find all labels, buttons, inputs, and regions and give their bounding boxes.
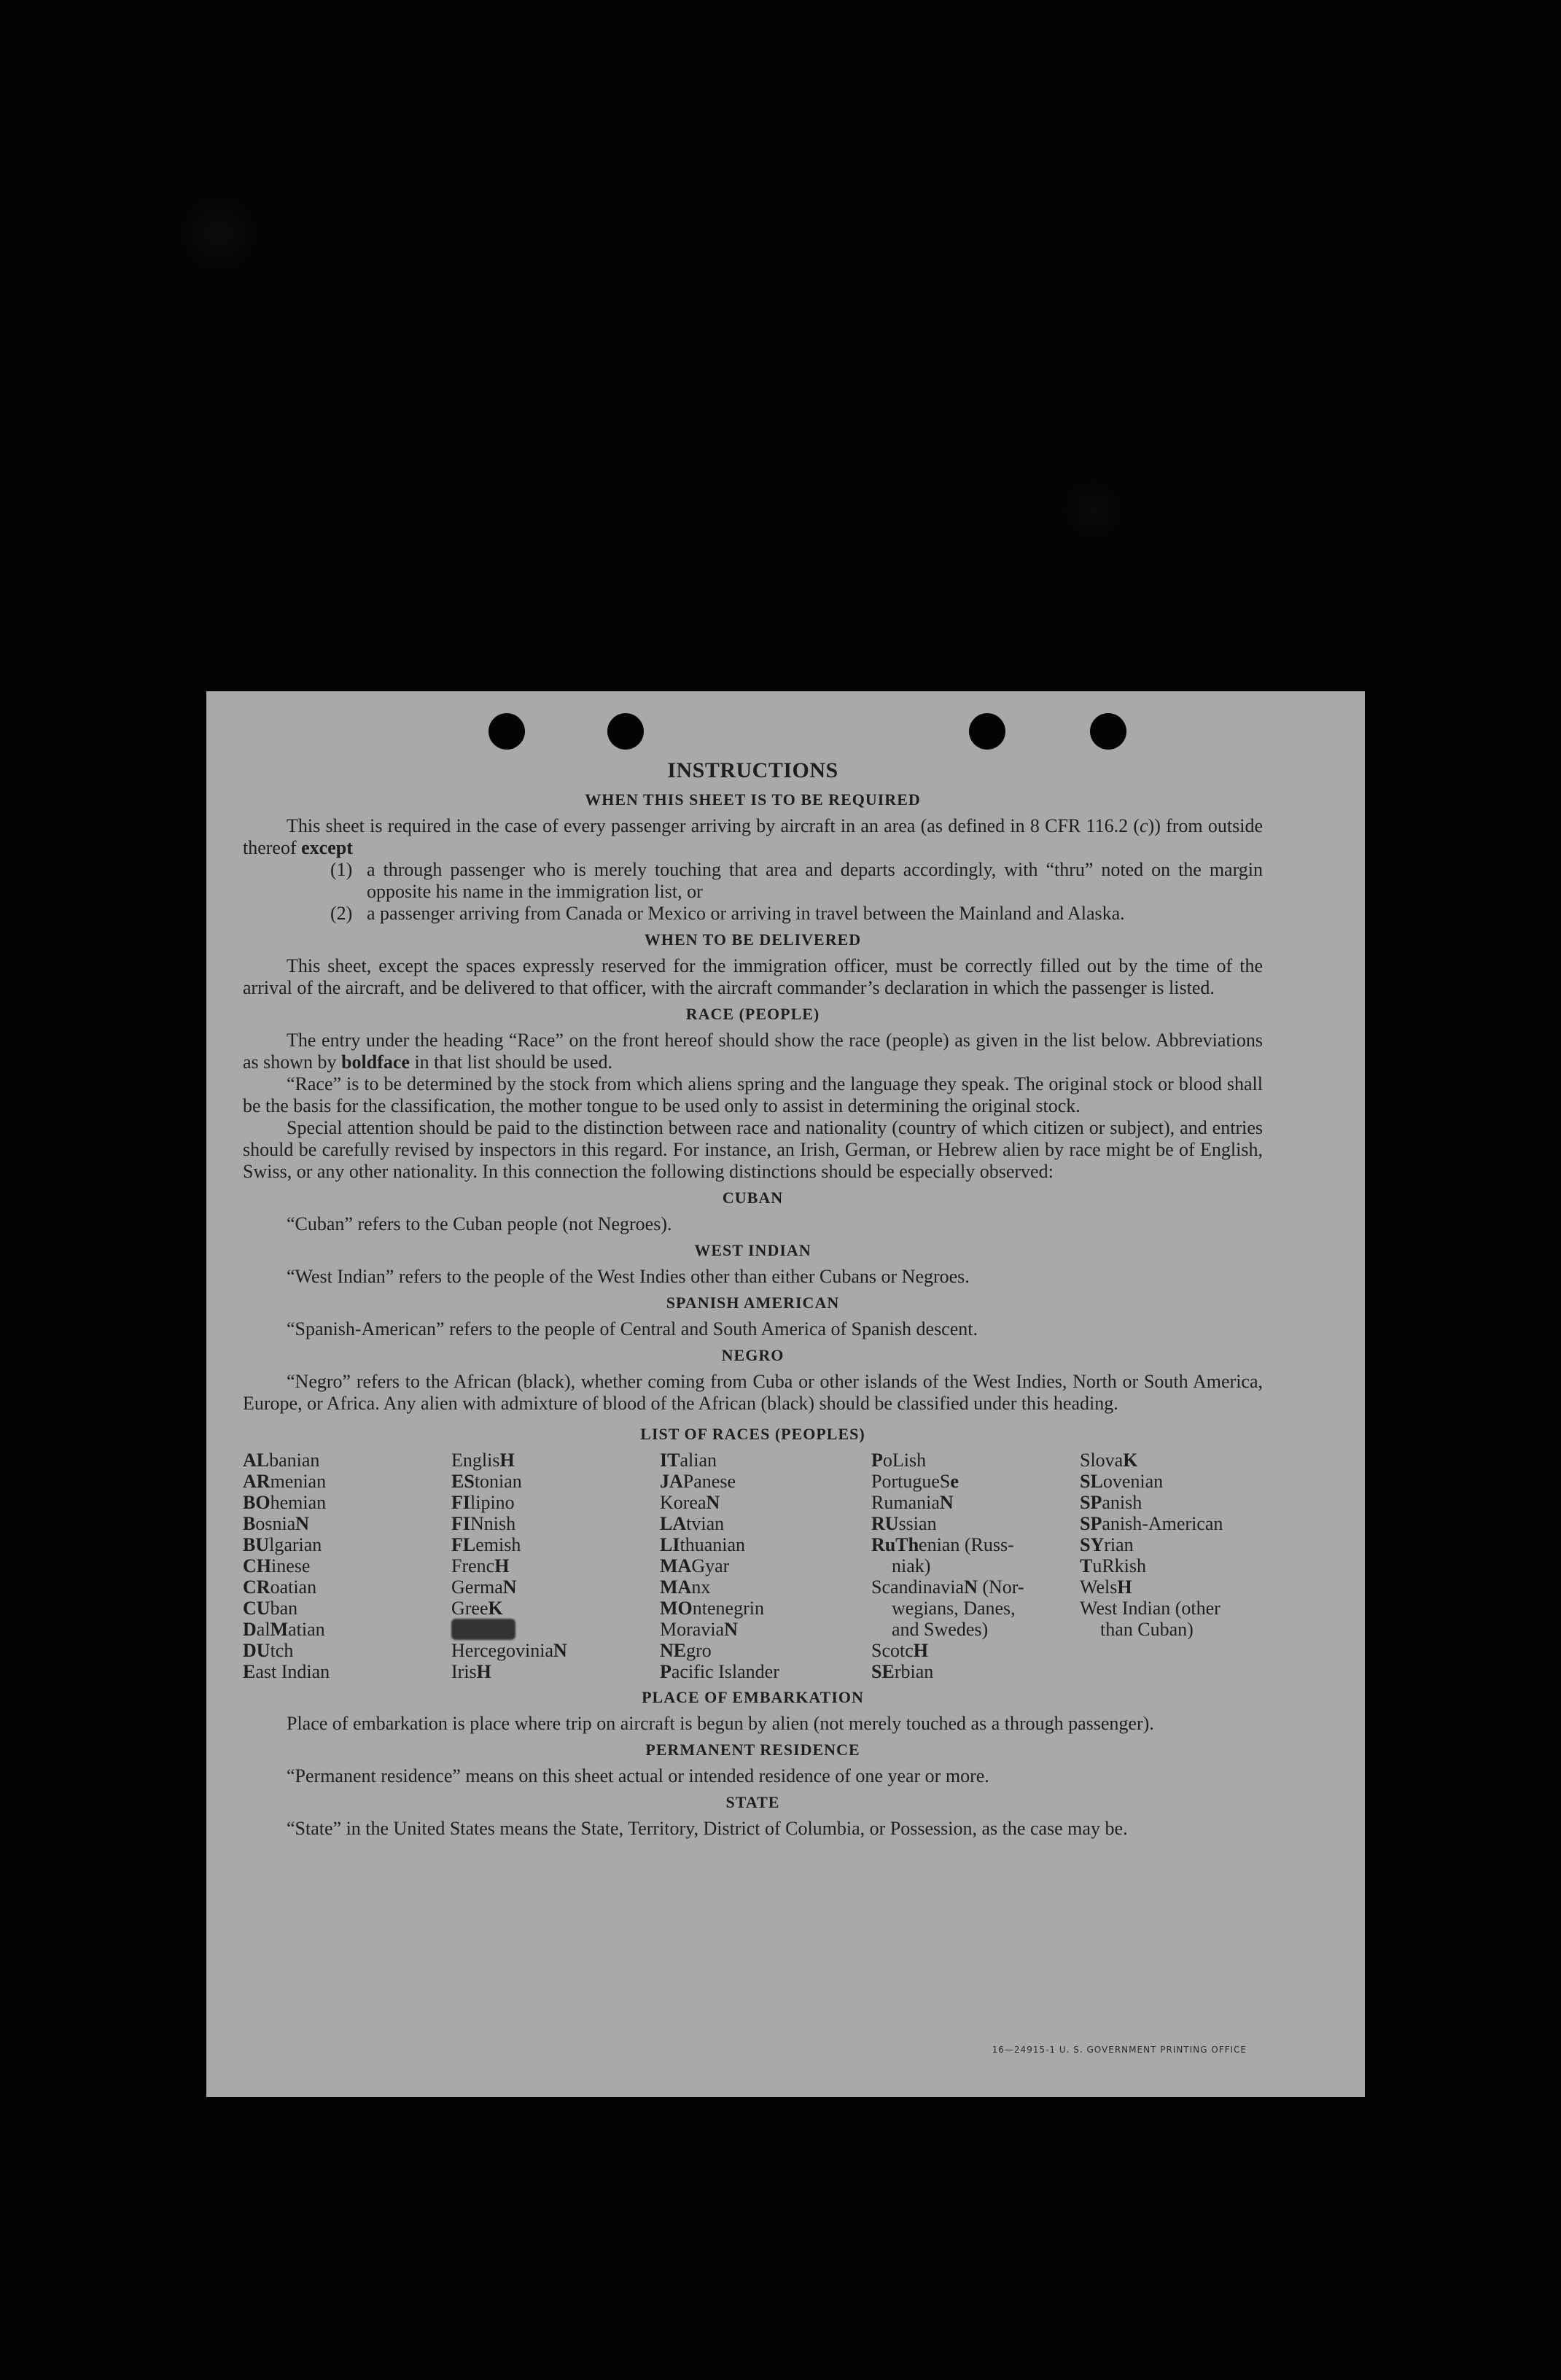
race-entry: DUtch <box>243 1640 294 1661</box>
race-entry: LAtvian <box>660 1513 725 1534</box>
race-entry: FIlipino <box>451 1492 515 1513</box>
race-entry: TuRkish <box>1080 1555 1147 1576</box>
race-entry: NEgro <box>660 1640 712 1661</box>
race-entry: SYrian <box>1080 1534 1134 1555</box>
race-entry: MOntenegrin <box>660 1598 764 1619</box>
race-entry: East Indian <box>243 1661 330 1682</box>
race-entry: FLemish <box>451 1534 521 1555</box>
race-entry: and Swedes) <box>892 1619 989 1640</box>
race-entry: MAnx <box>660 1576 711 1598</box>
race-entry: SPanish <box>1080 1492 1142 1513</box>
race-entry: ScotcH <box>871 1640 928 1661</box>
race-entry: CHinese <box>243 1555 311 1576</box>
races-list <box>243 1450 1263 1682</box>
race-entry: PoLish <box>871 1450 927 1471</box>
race-entry: than Cuban) <box>1100 1619 1194 1640</box>
race-entry: MAGyar <box>660 1555 730 1576</box>
race-paragraph: “Race” is to be determined by the stock from which aliens spring and the language they speak. The original stock or blood shall be the basis for the classification, the mother tongue to be used only to assist in determining the original stock. <box>243 1073 1263 1116</box>
race-entry: DalMatian <box>243 1619 325 1640</box>
when-required-text: This sheet is required in the case of every passenger arriving by aircraft in an area (as defined in 8 CFR 116.2 (c)) from outside thereof except <box>243 815 1263 858</box>
race-entry: HercegoviniaN <box>451 1640 567 1661</box>
race-entry: FINnish <box>451 1513 516 1534</box>
race-entry: RuThenian (Russ- <box>871 1534 1014 1555</box>
race-entry: BOhemian <box>243 1492 327 1513</box>
exception-item: (1) a through passenger who is merely touching that area and departs accordingly, with “thru” noted on the margin opposite his name in the immigration list, or <box>330 859 1263 902</box>
section-heading: LIST OF RACES (PEOPLES) <box>640 1425 865 1443</box>
races-column <box>243 1450 451 1682</box>
page-title: INSTRUCTIONS <box>667 758 838 782</box>
section-heading: WHEN TO BE DELIVERED <box>644 930 862 949</box>
negro-text: “Negro” refers to the African (black), whether coming from Cuba or other islands of the West Indies, North or South America, Europe, or Africa. Any alien with admixture of blood of the African (black) should be classified under this heading. <box>243 1371 1263 1414</box>
race-entry: ITalian <box>660 1450 717 1471</box>
punch-hole <box>969 713 1005 750</box>
spanish-american-text: “Spanish-American” refers to the people of Central and South America of Spanish descent. <box>287 1318 978 1339</box>
race-entry: WelsH <box>1080 1576 1132 1598</box>
scan-background <box>0 0 1561 693</box>
section-heading: WHEN THIS SHEET IS TO BE REQUIRED <box>585 790 921 809</box>
instruction-sheet <box>206 691 1365 2097</box>
race-entry <box>451 1619 660 1640</box>
race-entry: West Indian (other <box>1080 1598 1221 1619</box>
exception-item: (2) a passenger arriving from Canada or Mexico or arriving in travel between the Mainland and Alaska. <box>330 903 1125 924</box>
when-delivered-text: This sheet, except the spaces expressly reserved for the immigration officer, must be correctly filled out by the time of the arrival of the aircraft, and be delivered to that officer, with the aircraft commander’s declaration in which the passenger is listed. <box>243 955 1263 998</box>
race-entry: BUlgarian <box>243 1534 322 1555</box>
punch-hole <box>607 713 644 750</box>
section-heading: PERMANENT RESIDENCE <box>645 1741 860 1759</box>
race-entry: RumaniaN <box>871 1492 954 1513</box>
races-column <box>1080 1450 1269 1682</box>
state-text: “State” in the United States means the State, Territory, District of Columbia, or Possession, as the case may be. <box>287 1818 1128 1839</box>
section-heading: STATE <box>725 1793 780 1811</box>
section-heading: RACE (PEOPLE) <box>685 1005 820 1023</box>
printing-office-footer: 16—24915-1 U. S. GOVERNMENT PRINTING OFFICE <box>992 2045 1247 2055</box>
section-heading: SPANISH AMERICAN <box>666 1294 840 1312</box>
race-entry: wegians, Danes, <box>892 1598 1016 1619</box>
embarkation-text: Place of embarkation is place where trip on aircraft is begun by alien (not merely touched as a through passenger). <box>287 1713 1154 1734</box>
race-entry: CUban <box>243 1598 298 1619</box>
race-entry: SPanish-American <box>1080 1513 1223 1534</box>
section-heading: WEST INDIAN <box>694 1241 811 1259</box>
race-entry: ScandinaviaN (Nor- <box>871 1576 1024 1598</box>
race-entry: BosniaN <box>243 1513 310 1534</box>
races-column <box>660 1450 871 1682</box>
race-entry: CRoatian <box>243 1576 317 1598</box>
race-entry: RUssian <box>871 1513 937 1534</box>
race-entry: KoreaN <box>660 1492 720 1513</box>
section-heading: NEGRO <box>721 1346 785 1364</box>
race-entry: MoraviaN <box>660 1619 738 1640</box>
section-heading: PLACE OF EMBARKATION <box>642 1688 864 1706</box>
cuban-text: “Cuban” refers to the Cuban people (not Negroes). <box>287 1213 672 1234</box>
races-column <box>451 1450 660 1682</box>
race-entry: ALbanian <box>243 1450 320 1471</box>
west-indian-text: “West Indian” refers to the people of the West Indies other than either Cubans or Negroes. <box>287 1266 970 1287</box>
race-entry: GermaN <box>451 1576 517 1598</box>
race-entry: JAPanese <box>660 1471 736 1492</box>
race-entry: SErbian <box>871 1661 934 1682</box>
race-paragraph: The entry under the heading “Race” on the front hereof should show the race (people) as given in the list below. Abbreviations as shown by boldface in that list should be used. <box>243 1030 1263 1073</box>
smudged-race-entry: HebreW <box>451 1619 516 1640</box>
race-entry: FrencH <box>451 1555 510 1576</box>
race-entry: IrisH <box>451 1661 491 1682</box>
race-entry: SlovaK <box>1080 1450 1138 1471</box>
race-entry: EStonian <box>451 1471 522 1492</box>
residence-text: “Permanent residence” means on this sheet actual or intended residence of one year or more. <box>287 1765 989 1786</box>
race-entry: ARmenian <box>243 1471 327 1492</box>
race-entry: EnglisH <box>451 1450 515 1471</box>
race-entry: Pacific Islander <box>660 1661 779 1682</box>
race-entry: GreeK <box>451 1598 503 1619</box>
race-entry: LIthuanian <box>660 1534 745 1555</box>
race-entry: SLovenian <box>1080 1471 1164 1492</box>
race-paragraph: Special attention should be paid to the distinction between race and nationality (country of which citizen or subject), and entries should be carefully revised by inspectors in this regard. For instance, an Irish, German, or Hebrew alien by race might be of English, Swiss, or any other nationality. In this connection the following distinctions should be especially observed: <box>243 1117 1263 1182</box>
section-heading: CUBAN <box>722 1189 784 1207</box>
race-entry: PortugueSe <box>871 1471 959 1492</box>
races-column <box>871 1450 1080 1682</box>
punch-hole <box>1090 713 1126 750</box>
punch-hole <box>488 713 525 750</box>
race-entry: niak) <box>892 1555 931 1576</box>
